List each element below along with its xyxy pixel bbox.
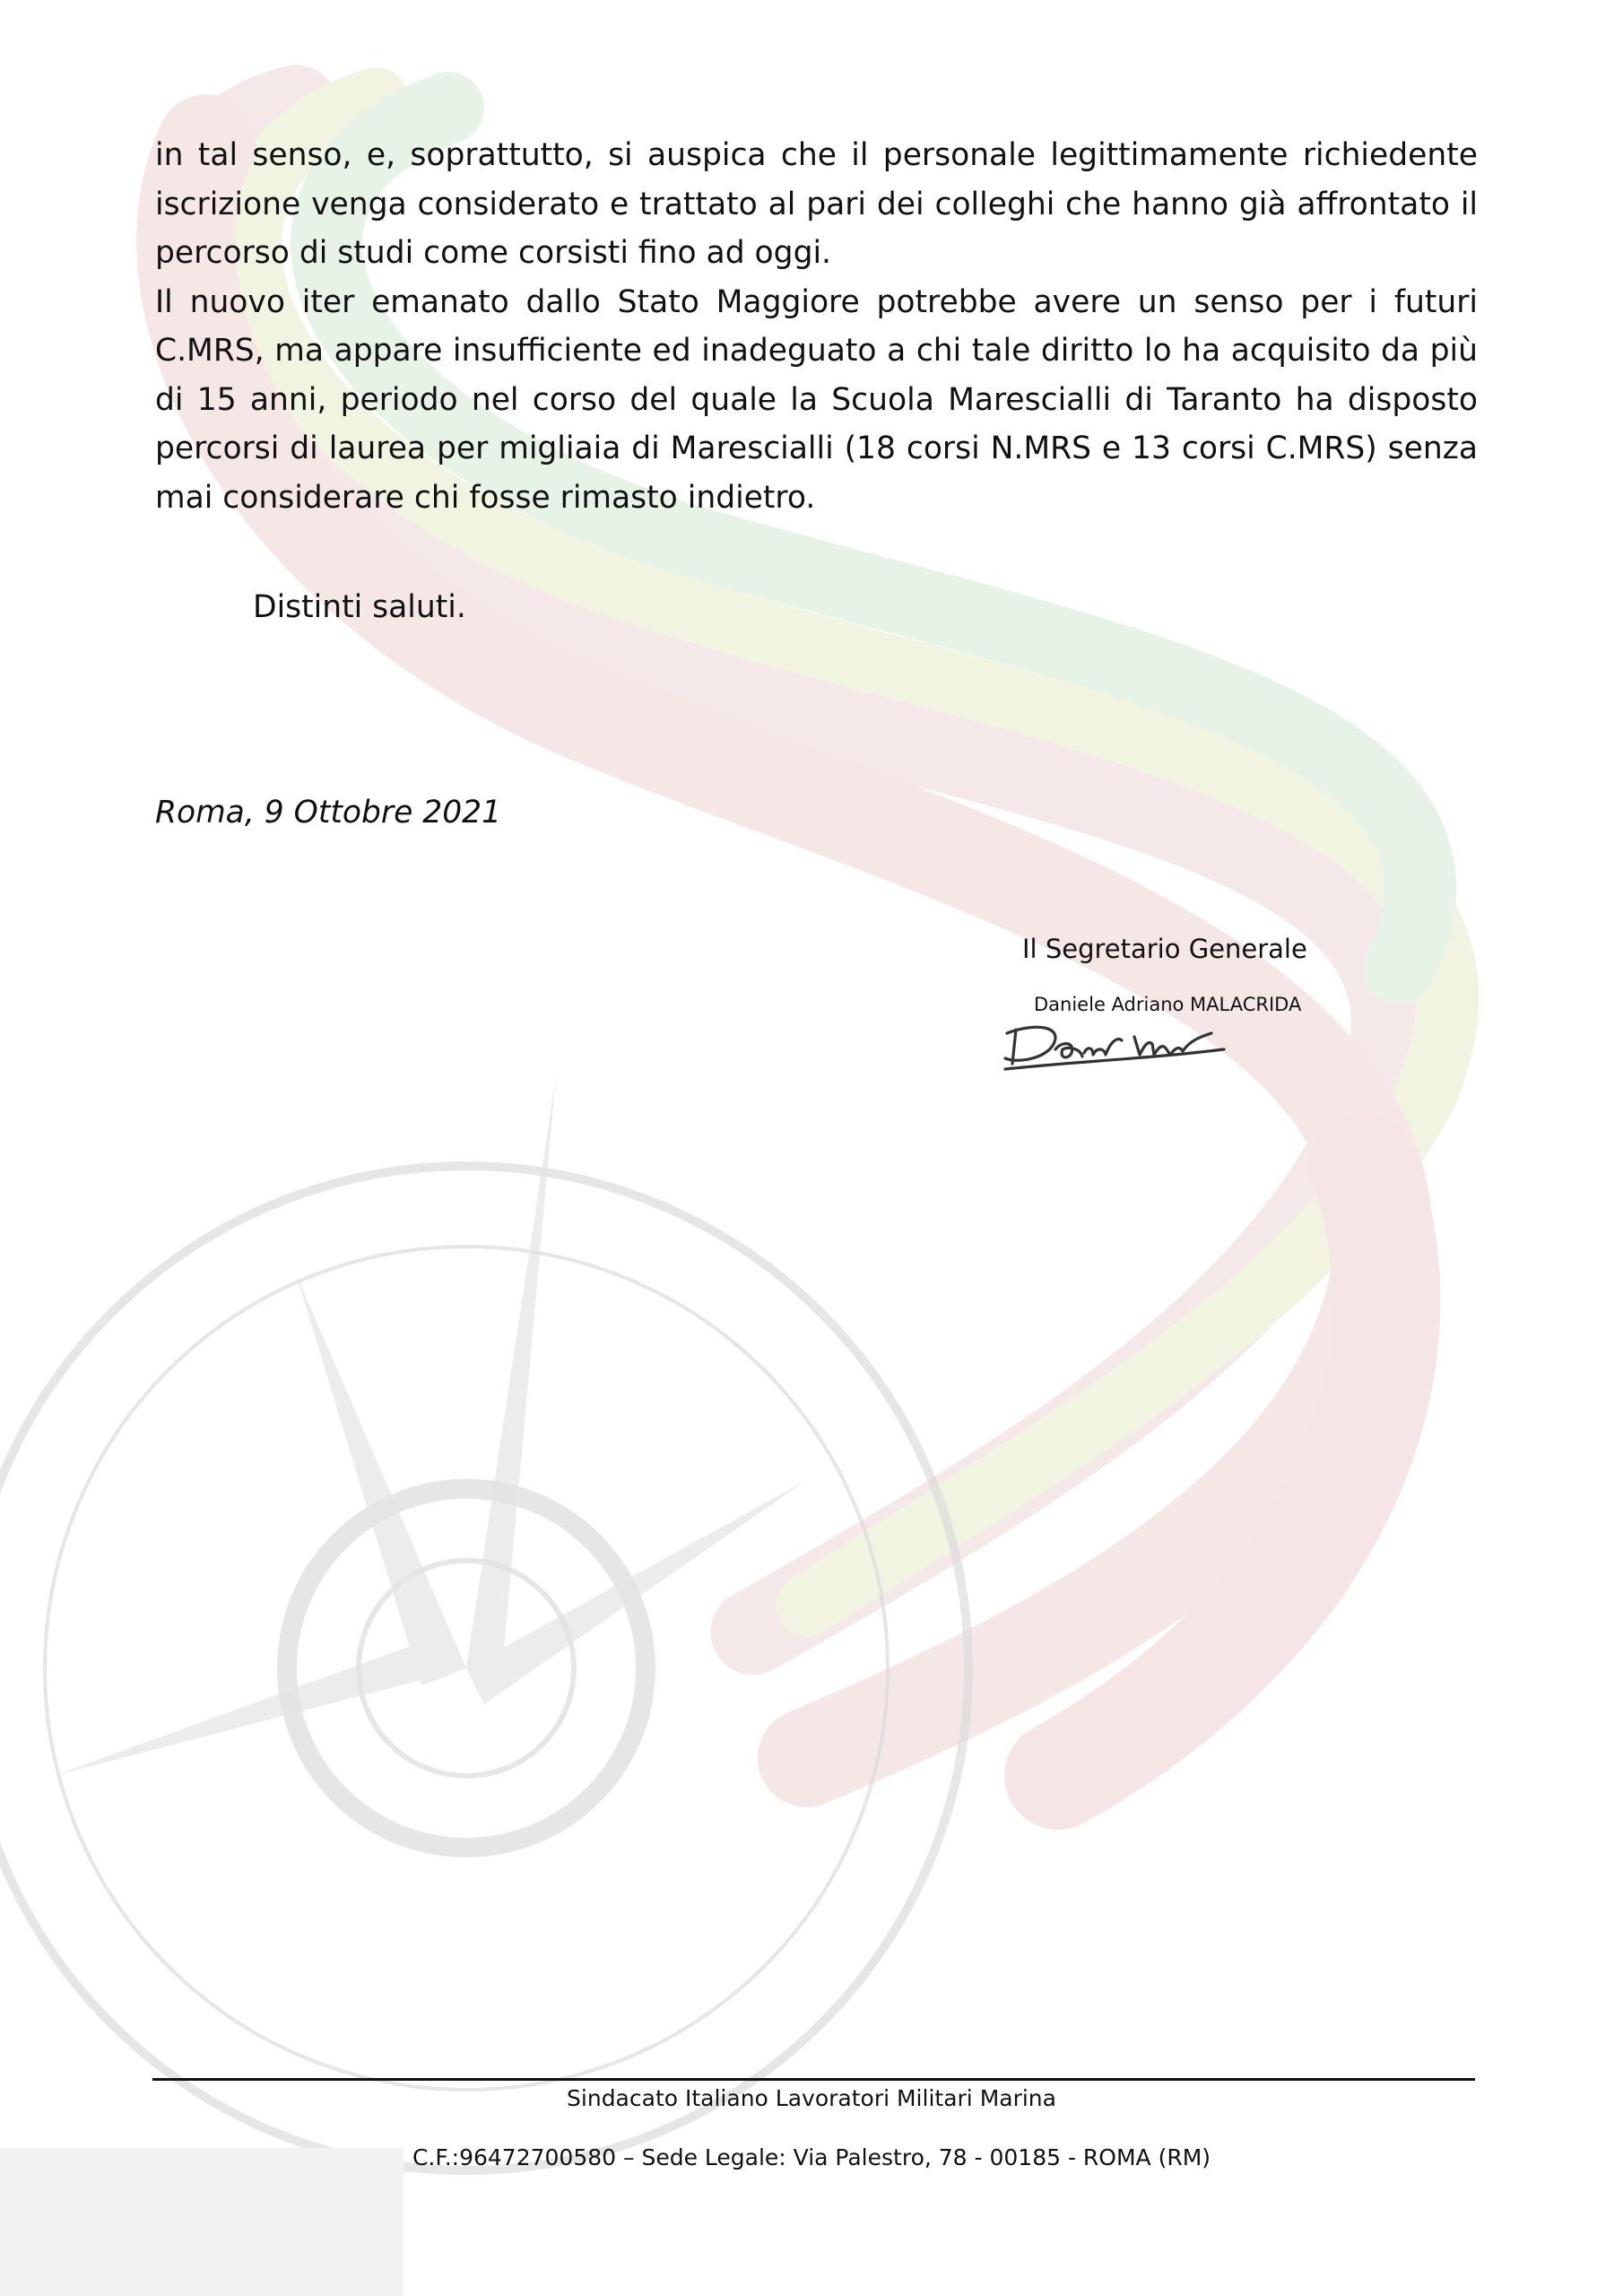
footer-address: C.F.:96472700580 – Sede Legale: Via Palestro, 78 - 00185 - ROMA (RM) xyxy=(412,2144,1211,2170)
letter-date: Roma, 9 Ottobre 2021 xyxy=(155,795,502,831)
signatory-name: Daniele Adriano MALACRIDA xyxy=(1034,994,1302,1015)
footer-organization: Sindacato Italiano Lavoratori Militari Marina xyxy=(567,2085,1056,2111)
body-line: in tal senso, e, soprattutto, si auspica che il personale legittimamente richiedente xyxy=(155,137,1478,173)
footer-divider xyxy=(152,2078,1475,2081)
body-line: di 15 anni, periodo nel corso del quale la Scuola Marescialli di Taranto ha disposto xyxy=(155,381,1478,418)
letter-body xyxy=(155,131,1478,522)
body-line: iscrizione venga considerato e trattato al pari dei colleghi che hanno già affrontato il xyxy=(155,186,1478,222)
signatory-title: Il Segretario Generale xyxy=(1022,934,1307,964)
body-line: mai considerare chi fosse rimasto indietro. xyxy=(155,479,816,516)
body-line: percorso di studi come corsisti fino ad oggi. xyxy=(155,235,832,271)
body-line: Il nuovo iter emanato dallo Stato Maggiore potrebbe avere un senso per i futuri xyxy=(155,283,1478,320)
body-line: C.MRS, ma appare insufficiente ed inadeguato a chi tale diritto lo ha acquisito da più xyxy=(155,333,1478,369)
body-line: percorsi di laurea per migliaia di Marescialli (18 corsi N.MRS e 13 corsi C.MRS) senza xyxy=(155,430,1478,466)
closing-salutation: Distinti saluti. xyxy=(253,589,466,625)
handwritten-signature xyxy=(1000,1013,1350,1076)
